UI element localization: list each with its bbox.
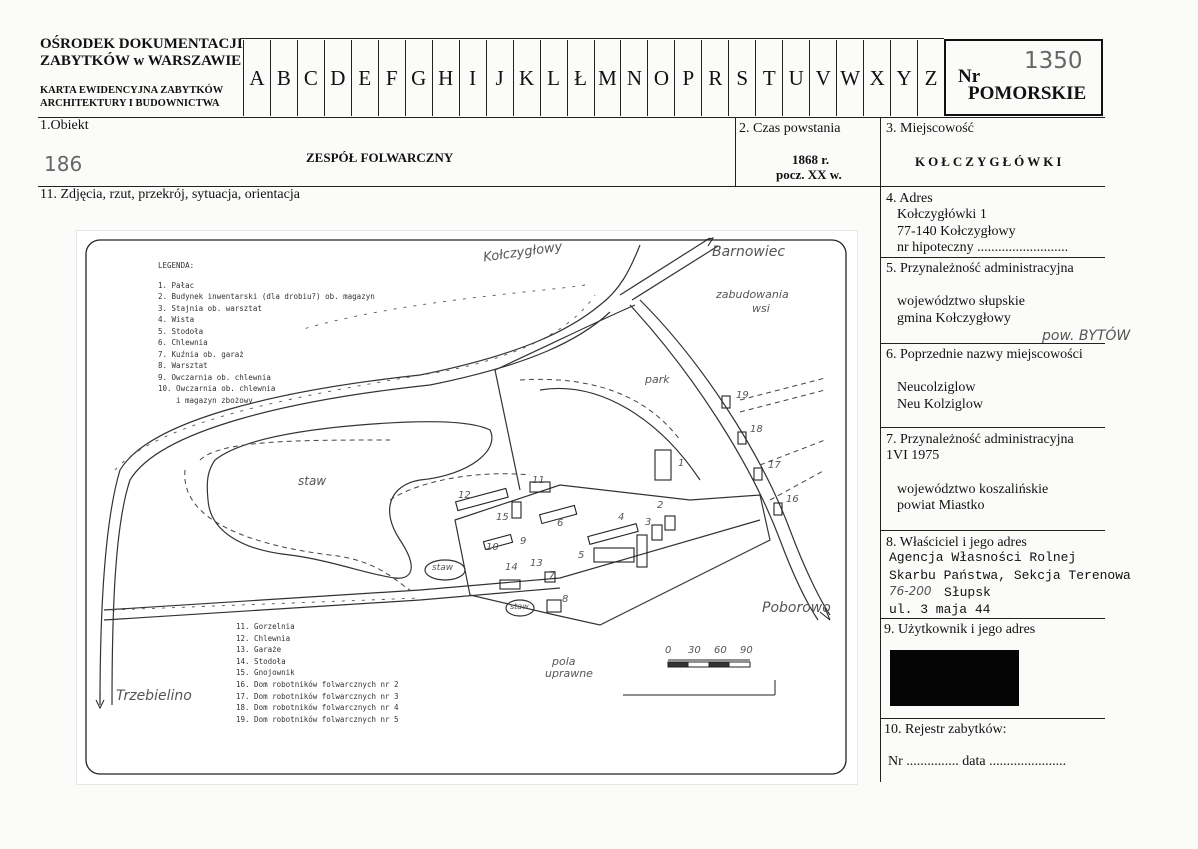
map-legend-2 xyxy=(236,621,399,725)
letter-cell: D xyxy=(324,40,351,116)
building-number: 3 xyxy=(645,517,652,528)
legend-item: 14. Stodoła xyxy=(236,656,286,666)
building-number: 2 xyxy=(657,500,664,511)
rejestr-line: Nr ............... data ...................... xyxy=(888,754,1067,769)
scale-label: 30 xyxy=(688,645,701,656)
letter-cell: N xyxy=(620,40,647,116)
letter-cell: P xyxy=(674,40,701,116)
legend-list-2 xyxy=(236,621,399,725)
zdjecia-label: 11. Zdjęcia, rzut, przekrój, sytuacja, orientacja xyxy=(40,187,300,202)
wlasciciel-line-1: Agencja Własności Rolnej xyxy=(889,550,1077,565)
institution-line-2: ZABYTKÓW w WARSZAWIE xyxy=(40,53,242,69)
letter-cell: W xyxy=(836,40,863,116)
legend-item: 10. Owczarnia ob. chlewnia xyxy=(158,384,276,393)
letter-cell: S xyxy=(728,40,755,116)
letter-cell: I xyxy=(459,40,486,116)
legend-item: 7. Kuźnia ob. garaż xyxy=(158,349,244,359)
building-number: 4 xyxy=(618,512,625,523)
wlasciciel-line-2: Skarbu Państwa, Sekcja Terenowa xyxy=(889,568,1131,583)
przynaleznosc-label: 5. Przynależność administracyjna xyxy=(886,261,1074,276)
legend-item: 13. Garaże xyxy=(236,645,282,655)
czas-label: 2. Czas powstania xyxy=(739,121,841,136)
letter-cell: E xyxy=(351,40,378,116)
building-number: 12 xyxy=(458,490,471,501)
letter-cell: U xyxy=(782,40,809,116)
card-title-line-2: ARCHITEKTURY I BUDOWNICTWA xyxy=(40,98,220,109)
legend-list xyxy=(158,280,375,407)
przynaleznosc-1975-line-2: powiat Miastko xyxy=(897,498,985,513)
legend-item: 2. Budynek inwentarski (dla drobiu?) ob. magazyn xyxy=(158,292,375,301)
region-name: POMORSKIE xyxy=(968,83,1087,104)
label-barnowiec: Barnowiec xyxy=(712,244,786,260)
building-number: 17 xyxy=(768,460,781,471)
building-number: 9 xyxy=(520,536,527,547)
label-staw: staw xyxy=(298,474,327,488)
building-number: 18 xyxy=(750,424,763,435)
label-pola: pola xyxy=(552,655,576,668)
obiekt-handwritten: 186 xyxy=(44,152,83,176)
letter-cell: O xyxy=(647,40,674,116)
legend-item: 8. Warsztat xyxy=(158,361,208,370)
building-number: 1 xyxy=(678,458,685,469)
building-number: 15 xyxy=(496,512,509,523)
poprzednie-nazwy-line-1: Neucolziglow xyxy=(897,380,976,395)
label-trzebielino: Trzebielino xyxy=(116,688,192,704)
wlasciciel-city: Słupsk xyxy=(944,585,991,600)
adres-line-1: Kołczygłówki 1 xyxy=(897,207,987,222)
legend-item: 11. Gorzelnia xyxy=(236,622,295,631)
legend-item: 18. Dom robotników folwarcznych nr 4 xyxy=(236,703,399,713)
scale-label: 0 xyxy=(665,645,672,656)
label-wsi: wsi xyxy=(752,302,770,315)
road-poborowo xyxy=(640,300,830,615)
legend-item: 3. Stajnia ob. warsztat xyxy=(158,303,262,313)
building-number: 16 xyxy=(786,494,799,505)
nr-label: Nr xyxy=(958,66,981,87)
przynaleznosc-line-2: gmina Kołczygłowy xyxy=(897,311,1011,326)
czas-value-1: 1868 r. xyxy=(792,152,830,167)
label-park: park xyxy=(645,373,670,386)
legend-item: 15. Gnojownik xyxy=(236,668,295,678)
obiekt-label: 1.Obiekt xyxy=(40,118,89,133)
letter-cell: M xyxy=(594,40,621,116)
letter-cell: B xyxy=(270,40,297,116)
letter-cell: Z xyxy=(917,40,944,116)
wlasciciel-label: 8. Właściciel i jego adres xyxy=(886,535,1027,550)
building-number: 5 xyxy=(578,550,585,561)
building-number: 6 xyxy=(557,518,564,529)
poprzednie-nazwy-line-2: Neu Kolziglow xyxy=(897,397,983,412)
legend-item: 6. Chlewnia xyxy=(158,338,208,347)
building-number: 8 xyxy=(562,594,569,605)
uzytkownik-label: 9. Użytkownik i jego adres xyxy=(884,622,1036,637)
letter-cell: C xyxy=(297,40,324,116)
czas-value-2: pocz. XX w. xyxy=(776,167,842,182)
letter-cell: J xyxy=(486,40,513,116)
legend-item: 5. Stodoła xyxy=(158,326,204,336)
adres-label: 4. Adres xyxy=(886,191,933,206)
card-title-line-1: KARTA EWIDENCYJNA ZABYTKÓW xyxy=(40,85,224,96)
legend-item: 16. Dom robotników folwarcznych nr 2 xyxy=(236,679,399,689)
label-staw-small-1: staw xyxy=(432,563,454,573)
miejscowosc-label: 3. Miejscowość xyxy=(886,121,974,136)
building-number: 19 xyxy=(736,390,749,401)
wlasciciel-zip: 76-200 xyxy=(889,584,932,598)
label-staw-small-2: staw xyxy=(510,602,529,611)
institution-line-1: OŚRODEK DOKUMENTACJI xyxy=(40,36,243,52)
nr-value: 1350 xyxy=(1024,48,1083,74)
wlasciciel-line-4: ul. 3 maja 44 xyxy=(889,602,991,617)
scale-label: 90 xyxy=(740,645,753,656)
label-poborowo: Poborowo xyxy=(762,600,831,616)
building-number: 10 xyxy=(486,542,499,553)
building-number: 13 xyxy=(530,558,543,569)
letter-cell: G xyxy=(405,40,432,116)
letter-cell: X xyxy=(863,40,890,116)
scale-label: 60 xyxy=(714,645,727,656)
legend-item: 12. Chlewnia xyxy=(236,633,291,643)
label-zabudowania: zabudowania xyxy=(716,288,789,301)
legend-item: i magazyn zbożowy xyxy=(176,395,253,405)
poprzednie-nazwy-label: 6. Poprzednie nazwy miejscowości xyxy=(886,347,1083,362)
letter-cell: L xyxy=(540,40,567,116)
adres-line-2: 77-140 Kołczygłowy xyxy=(897,224,1016,239)
letter-cell: K xyxy=(513,40,540,116)
przynaleznosc-1975-label: 7. Przynależność administracyjna xyxy=(886,432,1074,447)
legend-item: 4. Wista xyxy=(158,315,195,324)
label-kolczyglowy: Kołczygłowy xyxy=(482,239,564,266)
przynaleznosc-line-1: województwo słupskie xyxy=(897,294,1025,309)
przynaleznosc-1975-line-1: województwo koszalińskie xyxy=(897,482,1049,497)
letter-cell: H xyxy=(432,40,459,116)
przynaleznosc-handwritten: pow. BYTÓW xyxy=(1042,328,1131,344)
building-number: 7 xyxy=(549,570,556,581)
lake-outline xyxy=(207,422,492,579)
adres-line-3: nr hipoteczny .......................... xyxy=(897,240,1069,255)
obiekt-value: ZESPÓŁ FOLWARCZNY xyxy=(306,150,454,165)
road-barnowiec xyxy=(620,238,710,295)
letter-cell: A xyxy=(243,40,270,116)
legend-item: 1. Pałac xyxy=(158,280,195,290)
letter-cell: T xyxy=(755,40,782,116)
legend-item: 19. Dom robotników folwarcznych nr 5 xyxy=(236,714,399,724)
legend-item: 17. Dom robotników folwarcznych nr 3 xyxy=(236,691,399,701)
letter-cell: R xyxy=(701,40,728,116)
przynaleznosc-1975-date: 1VI 1975 xyxy=(886,448,940,463)
letter-cell: Ł xyxy=(567,40,594,116)
label-uprawne: uprawne xyxy=(545,667,593,680)
building-number: 11 xyxy=(532,475,545,486)
miejscowosc-value: KOŁCZYGŁÓWKI xyxy=(915,154,1065,169)
map-legend xyxy=(158,260,375,406)
letter-cell: F xyxy=(378,40,405,116)
building-number: 14 xyxy=(505,562,518,573)
rejestr-label: 10. Rejestr zabytków: xyxy=(884,722,1007,737)
letter-cell: Y xyxy=(890,40,917,116)
legend-item: 9. Owczarnia ob. chlewnia xyxy=(158,372,271,382)
legend-title: LEGENDA: xyxy=(158,261,195,270)
letter-cell: V xyxy=(809,40,836,116)
